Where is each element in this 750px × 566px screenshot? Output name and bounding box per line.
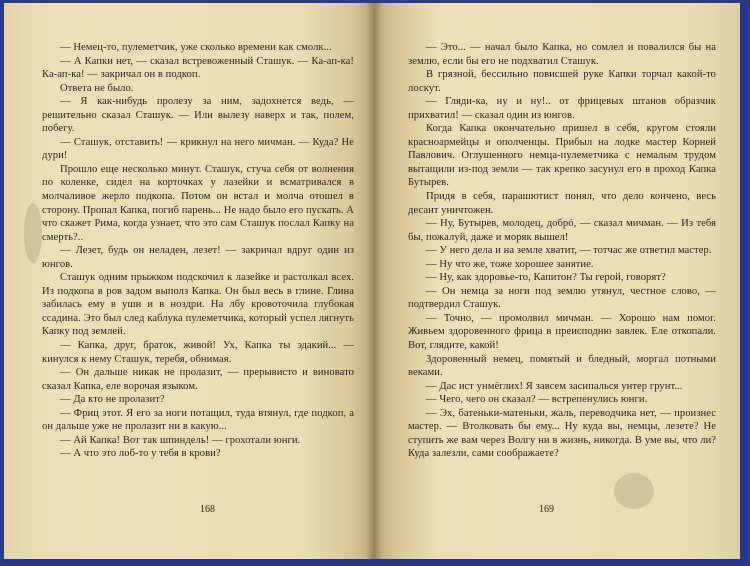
paragraph: Придя в себя, парашютист понял, что дело кончено, весь десант уничтожен.	[408, 191, 716, 216]
paragraph: Сташук одним прыжком подскочил к лазейке и растолкал всех. Из подкопа в ров задом выполз Капка. Он был весь в глине. Глина забилась ему в уши и в ноздри. На лбу кровоточила глубокая ссадина. Это был след каблука пулеметчика, который успел лягнуть Капку под землей.	[42, 272, 354, 338]
paragraph: — Да кто не пролазит?	[60, 394, 165, 406]
paragraph: — Чего, чего он сказал? — встрепенулись юнги.	[426, 394, 648, 406]
paragraph: Ответа не было.	[60, 82, 134, 94]
paragraph: — Эх, батеньки-матеньки, жаль, переводчика нет, — произнес мастер. — Втолковать бы ему... Ну куда вы, немцы, лезете? Не ступить же вам через Волгу ни в жизнь, никогда. В уме вы, что ли? Куда залезли, сами соображаете?	[408, 407, 716, 460]
paragraph: — А что это лоб-то у тебя в крови?	[60, 448, 221, 460]
paragraph: — Немец-то, пулеметчик, уже сколько времени как смолк...	[60, 42, 332, 53]
open-book	[4, 3, 746, 563]
paragraph: — Сташук, отставить! — крикнул на него мичман. — Куда? Не дури!	[42, 136, 354, 162]
paragraph: — Это... — начал было Капка, но сомлел и повалился бы на землю, если бы его не подхватил Сташук.	[408, 42, 716, 67]
page-number: 168	[200, 504, 215, 515]
page-stain	[614, 473, 654, 509]
paragraph: — Я как-нибудь пролезу за ним, задохнется ведь, — решительно сказал Сташук. — Или вылезу наверх и так, полем, побегу.	[42, 96, 354, 135]
right-page	[374, 3, 740, 559]
paragraph: — Он дальше никак не пролазит, — прерывисто и виновато сказал Капка, еле ворочая языком.	[42, 367, 354, 392]
paragraph: — У него дела и на земле хватит, — тотчас же ответил мастер.	[426, 245, 712, 257]
paragraph: — Дас ист унмёглих! Я завсем засипалься унтер грунт...	[426, 380, 683, 392]
paragraph: — Фриц этот. Я его за ноги потащил, туда втянул, где подкоп, а он дальше уже не пролазит ни в какую...	[42, 407, 354, 433]
paragraph: — Точно, — промолвил мичман. — Хорошо нам помог. Живьем здоровенного фрица в преисподню завлек. Еле откопали. Вот, глядите, какой!	[408, 312, 716, 352]
paragraph: Когда Капка окончательно пришел в себя, кругом стояли красноармейцы и ополченцы. Прибыл на лодке мастер Корней Павлович. Оглушенного немца-пулеметчика с немалым трудом вытащили из-под земли — так крепко засунул его в проход Капка Бутырев.	[408, 123, 716, 189]
paragraph: — Ну, Бутырев, молодец, добрó, — сказал мичман. — Из тебя бы, пожалуй, даже и моряк вышел!	[408, 218, 716, 243]
paragraph: Здоровенный немец, помятый и бледный, моргал потными веками.	[408, 353, 716, 379]
page-number: 169	[539, 504, 554, 515]
left-page	[4, 3, 374, 559]
page-stain	[24, 203, 42, 263]
book-gutter	[366, 3, 382, 559]
paragraph: — Лезет, будь он неладен, лезет! — закричал вдруг один из юнгов.	[42, 245, 354, 270]
paragraph: — Гляди-ка, ну и ну!.. от фрицевых штанов образчик прихватил! — сказал один из юнгов.	[408, 96, 716, 121]
paragraph: — Капка, друг, браток, живой! Ух, Капка ты эдакий... — кинулся к нему Сташук, теребя, обнимая.	[42, 340, 354, 365]
left-page-text	[42, 41, 354, 461]
paragraph: — Он немца за ноги под землю утянул, честное слово, — подтвердил Сташук.	[408, 285, 716, 311]
paragraph: — Ну, как здоровье-то, Капитон? Ты герой, говорят?	[426, 272, 666, 284]
paragraph: — Ай Капка! Вот так шпиндель! — грохотали юнги.	[60, 434, 301, 446]
paragraph: — А Капки нет, — сказал встревоженный Сташук. — Ка-ап-ка! Ка-ап-ка! — закричал он в подкоп.	[42, 55, 354, 81]
paragraph: — Ну что же, тоже хорошее занятие.	[426, 258, 594, 270]
paragraph: В грязной, бессильно повисшей руке Капки торчал какой-то лоскут.	[408, 69, 716, 94]
right-page-text	[408, 41, 716, 461]
paragraph: Прошло еще несколько минут. Сташук, стуча себя от волнения по коленке, сидел на корточках у лазейки и всматривался в молчаливое жерло подкопа. Потом он встал и молча отошел в сторону. Пропал Капка, погиб парень... Не надо было его пускать. А что скажет Рима, когда узнает, что это сам Сташук послал Капку на смерть?..	[42, 163, 354, 243]
